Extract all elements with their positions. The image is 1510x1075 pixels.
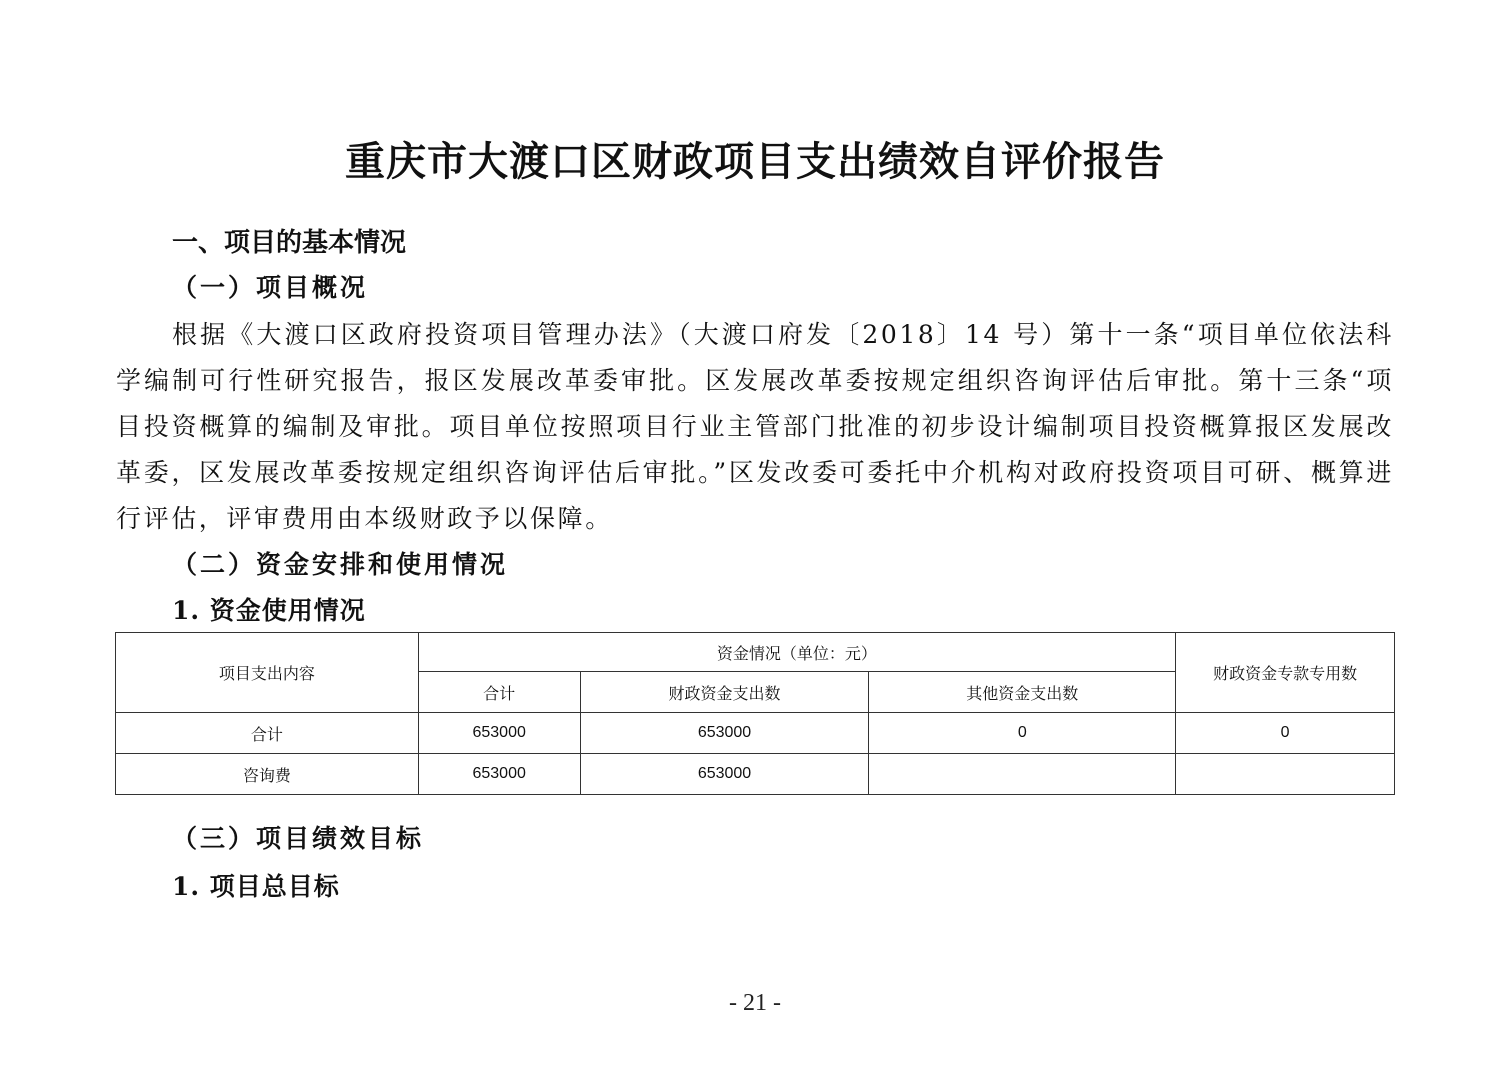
subsection-heading-funding: （二）资金安排和使用情况 <box>172 550 509 579</box>
table-cell-other: 0 <box>869 713 1176 754</box>
overview-paragraph: 根据《大渡口区政府投资项目管理办法》（大渡口府发〔2018〕14 号）第十一条“项目单位依法科学编制可行性研究报告，报区发展改革委审批。区发展改革委按规定组织咨询评估后审批。第十三条“项目投资概算的编制及审批。项目单位按照项目行业主管部门批准的初步设计编制项目投资概算报区发展改革委，区发展改革委按规定组织咨询评估后审批。”区发改委可委托中介机构对政府投资项目可研、概算进行评估，评审费用由本级财政予以保障。 <box>116 320 1394 533</box>
table-cell-total: 653000 <box>418 713 580 754</box>
table-cell-fiscal: 653000 <box>580 754 869 795</box>
table-cell-special: 0 <box>1176 713 1395 754</box>
subsection-heading-overview: （一）项目概况 <box>172 273 369 302</box>
page-number: - 21 - <box>729 990 781 1016</box>
table-header-total: 合计 <box>418 672 580 713</box>
table-header-fiscal: 财政资金支出数 <box>580 672 869 713</box>
section-heading-basic-info: 一、项目的基本情况 <box>172 228 407 258</box>
table-header-item: 项目支出内容 <box>116 633 419 713</box>
item-heading-fund-usage: 1. 资金使用情况 <box>172 596 366 625</box>
table-cell-special <box>1176 754 1395 795</box>
table-cell-total: 653000 <box>418 754 580 795</box>
table-header-row <box>116 633 1395 672</box>
subsection-heading-performance-goals: （三）项目绩效目标 <box>172 824 425 853</box>
table-cell-item: 合计 <box>116 713 419 754</box>
fund-usage-table <box>115 632 1395 795</box>
table-cell-other <box>869 754 1176 795</box>
item-heading-overall-goal: 1. 项目总目标 <box>172 872 340 901</box>
table-header-special: 财政资金专款专用数 <box>1176 633 1395 713</box>
table-header-other: 其他资金支出数 <box>869 672 1176 713</box>
table-header-funds: 资金情况（单位：元） <box>418 633 1175 672</box>
document-title: 重庆市大渡口区财政项目支出绩效自评价报告 <box>345 138 1165 185</box>
table-cell-fiscal: 653000 <box>580 713 869 754</box>
table-row <box>116 713 1395 754</box>
table-row <box>116 754 1395 795</box>
table-cell-item: 咨询费 <box>116 754 419 795</box>
